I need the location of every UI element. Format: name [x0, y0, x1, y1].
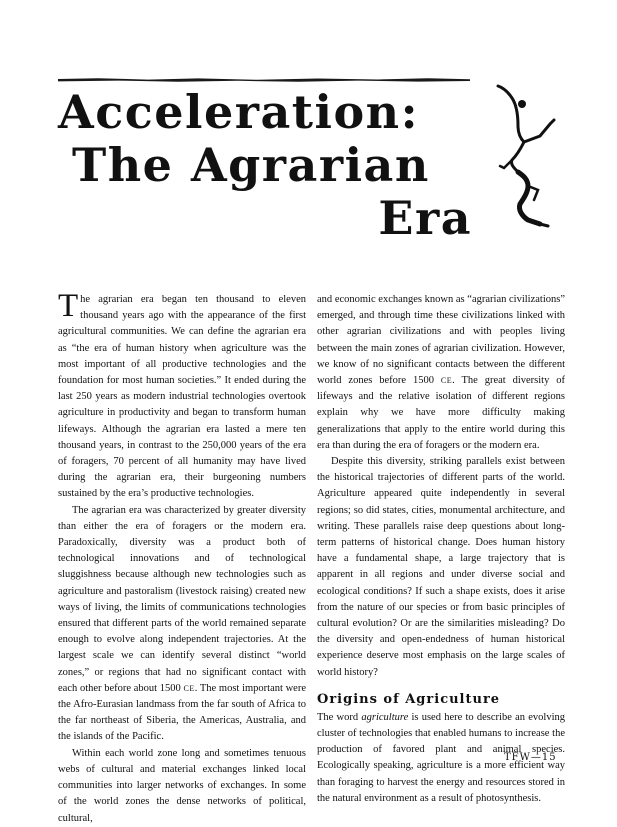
paragraph: Despite this diversity, striking parallels exist between the historical trajectories of different parts of the world. Agriculture appeared quite independently in several regions; so did states, cities, monumental architecture, and writing. These parallels raise deep questions about long-term patterns of historical change. Does human history have a fundamental shape, a large trajectory that is apparent in all regions and under diverse social and ecological conditions? If such a shape exists, does it arise from the nature of our species or from basic principles of cultural evolution? Or are the similarities misleading? Do the diversity and open-endedness of human historical experience deserve most emphasis on the large scales of world history?	[317, 456, 565, 678]
rough-rule-icon	[58, 76, 470, 83]
paragraph: and economic exchanges known as “agrarian civilizations” emerged, and through time these civilizations linked with other agrarian civilizations and with peoples living between the main zones of agrarian civilization. However, we know of no significant contacts between the different world zones before 1500 CE. The great diversity of lifeways and the relative isolation of different regions explain why we have more difficulty making generalizations that apply to the entire world during this era than during the era of foragers or the modern era.	[317, 294, 566, 451]
emphasis: agriculture	[361, 711, 409, 723]
right-column	[317, 292, 565, 807]
jumping-figure-icon	[494, 80, 558, 230]
page-number: TFW—15	[504, 752, 557, 763]
left-column	[58, 288, 307, 827]
paragraph: The word agriculture is used here to describe an evolving cluster of technologies that enabled humans to increase the production of favored plant and animal species. Ecologically speaking, agriculture is a more efficient way than foraging to harvest the energy and resources stored in the natural environment as a result of photosynthesis.	[317, 711, 565, 804]
paragraph: The agrarian era was characterized by greater diversity than either the era of foragers or the modern era. Paradoxically, diversity was a product both of technological innovations and of technological sluggishness because although new technologies such as agriculture and pastoralism (livestock raising) created new ways of living, the limits of communications technologies ensured that different parts of the world remained separate enough to evolve along independent trajectories. At the largest scale we can identify several distinct “world zones,” or regions that had no significant contact with each other before about 1500 CE. The most important were the Afro-Eurasian landmass from the far south of Africa to the far northeast of Siberia, the Americas, Australia, and the islands of the Pacific.	[58, 504, 307, 743]
title-line-2: The Agrarian	[72, 138, 430, 192]
section-heading: Origins of Agriculture	[317, 691, 501, 707]
drop-cap: T	[58, 288, 79, 324]
paragraph: Within each world zone long and sometimes tenuous webs of cultural and material exchanges linked local communities into larger networks of exchanges. In some of the world zones the dense networks of political, cultural,	[58, 747, 306, 824]
title-line-1: Acceleration:	[58, 85, 420, 139]
paragraph: The agrarian era began ten thousand to eleven thousand years ago with the appearance of the first agricultural communities. We can define the agrarian era as “the era of human history when agriculture was the most important of all productive technologies and the foundation for most human societies.” It ended during the last 250 years as modern industrial technologies overtook agriculture in productivity and began to transform human lifeways. Although the agrarian era lasted a mere ten thousand years, in contrast to the 250,000 years of the era of foragers, 70 percent of all humanity may have lived during the agrarian era, their burgeoning numbers sustained by the era’s productive technologies.	[58, 288, 306, 500]
era-label: CE	[183, 683, 195, 693]
era-label: CE	[440, 376, 453, 386]
title-line-3: Era	[378, 191, 472, 245]
page-title	[58, 86, 474, 245]
